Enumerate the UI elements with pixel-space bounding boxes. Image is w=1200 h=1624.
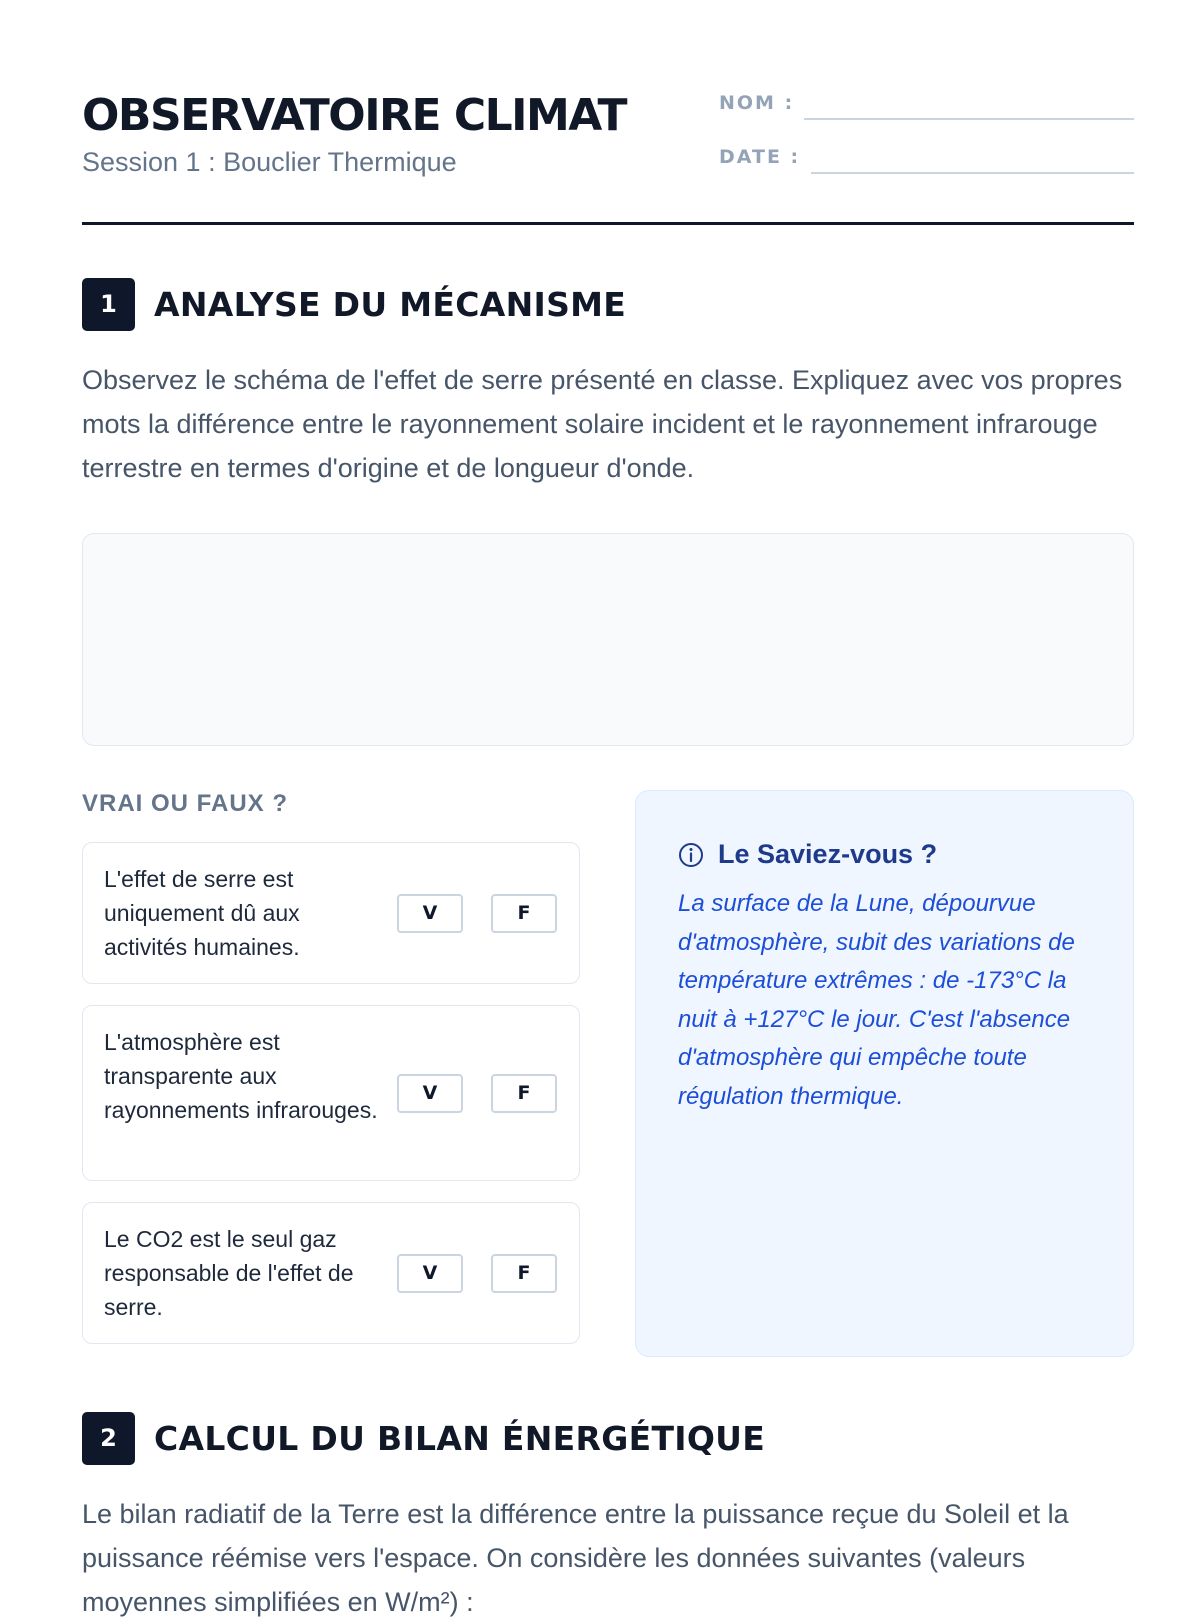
info-icon [678, 842, 704, 868]
worksheet-page [82, 0, 1134, 1617]
section-1-title: ANALYSE DU MÉCANISME [154, 285, 627, 324]
true-false-heading: VRAI OU FAUX ? [82, 790, 289, 817]
did-you-know-title: Le Saviez-vous ? [718, 839, 938, 869]
false-button[interactable]: F [491, 894, 557, 933]
statement-text: L'atmosphère est transparente aux rayonnements infrarouges. [104, 1029, 378, 1123]
true-button[interactable]: V [397, 1254, 463, 1293]
section-2-instructions: Le bilan radiatif de la Terre est la différence entre la puissance reçue du Soleil et la puissance réémise vers l'espace. On considère les données suivantes (valeurs moyennes simplifiées en W/m²) : [82, 1499, 1069, 1617]
section-2-title: CALCUL DU BILAN ÉNERGÉTIQUE [154, 1419, 766, 1458]
date-field[interactable] [719, 134, 1134, 174]
worksheet-title: OBSERVATOIRE CLIMAT [82, 90, 626, 141]
true-button[interactable]: V [397, 894, 463, 933]
did-you-know-text: La surface de la Lune, dépourvue d'atmosphère, subit des variations de température extrêmes : de -173°C la nuit à +127°C le jour. C'est l'absence d'atmosphère qui empêche toute régulation thermique. [678, 890, 1075, 1110]
did-you-know-box [635, 790, 1134, 1357]
name-field[interactable] [719, 80, 1134, 120]
name-input-line[interactable] [804, 118, 1134, 120]
section-1-number: 1 [82, 278, 135, 331]
statement-text: Le CO2 est le seul gaz responsable de l'effet de serre. [104, 1226, 354, 1320]
section-2-number: 2 [82, 1412, 135, 1465]
false-button[interactable]: F [491, 1254, 557, 1293]
true-false-card [82, 1005, 580, 1181]
answer-box[interactable] [82, 533, 1134, 746]
session-subtitle: Session 1 : Bouclier Thermique [82, 147, 457, 177]
worksheet-header [82, 80, 1134, 225]
true-false-card [82, 1202, 580, 1344]
section-2-heading [82, 1412, 1134, 1466]
true-button[interactable]: V [397, 1074, 463, 1113]
section-1-instructions: Observez le schéma de l'effet de serre présenté en classe. Expliquez avec vos propres mots la différence entre le rayonnement solaire incident et le rayonnement infrarouge terrestre en termes d'origine et de longueur d'onde. [82, 365, 1123, 483]
date-label: DATE : [719, 146, 801, 168]
false-button[interactable]: F [491, 1074, 557, 1113]
statement-text: L'effet de serre est uniquement dû aux activités humaines. [104, 866, 300, 960]
section-1-heading [82, 278, 1134, 332]
date-input-line[interactable] [811, 172, 1134, 174]
true-false-card [82, 842, 580, 984]
name-label: NOM : [719, 92, 795, 114]
